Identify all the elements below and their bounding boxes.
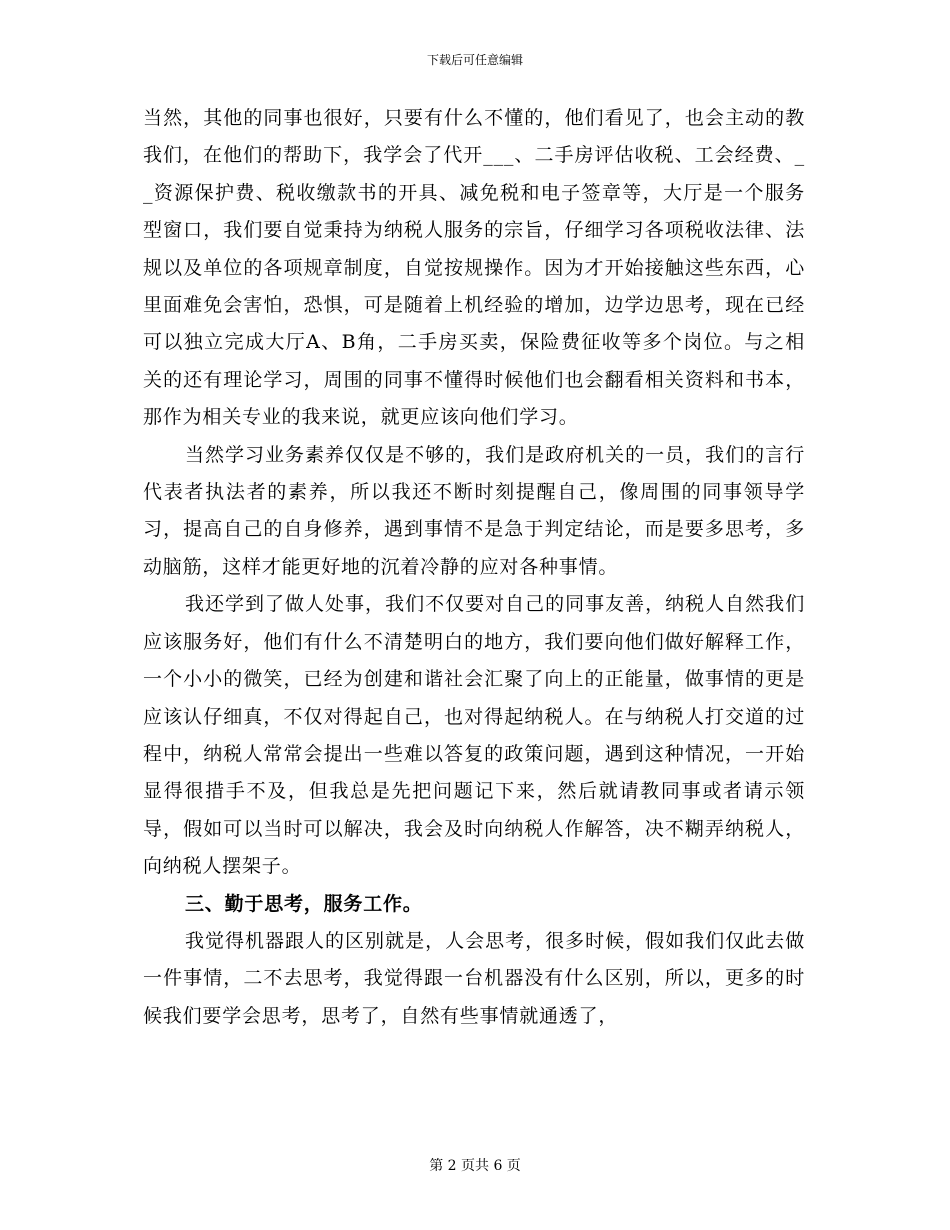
header-note: 下载后可任意编辑	[426, 53, 523, 67]
paragraph-3: 我还学到了做人处事，我们不仅要对自己的同事友善，纳税人自然我们应该服务好，他们有什么不清楚明白的地方，我们要向他们做好解释工作，一个小小的微笑，已经为创建和谐社会汇聚了向上的正能量，做事情的更是应该认仔细真，不仅对得起自己，也对得起纳税人。在与纳税人打交道的过程中，纳税人常常会提出一些难以答复的政策问题，遇到这种情况，一开始显得很措手不及，但我总是先把问题记下来，然后就请教同事或者请示领导，假如可以当时可以解决，我会及时向纳税人作解答，决不糊弄纳税人，向纳税人摆架子。	[143, 593, 805, 878]
paragraph-2: 当然学习业务素养仅仅是不够的，我们是政府机关的一员，我们的言行代表者执法者的素养，所以我还不断时刻提醒自己，像周围的同事领导学习，提高自己的自身修养，遇到事情不是急于判定结论，而是要多思考，多动脑筋，这样才能更好地的沉着冷静的应对各种事情。	[143, 443, 805, 578]
section-heading: 三、勤于思考，服务工作。	[185, 892, 423, 915]
page-number: 第 2 页共 6 页	[429, 1158, 521, 1174]
document-body	[143, 100, 805, 1035]
paragraph-1: 当然，其他的同事也很好，只要有什么不懂的，他们看见了，也会主动的教我们，在他们的帮助下，我学会了代开___、二手房评估收税、工会经费、__资源保护费、税收缴款书的开具、减免税和电子签章等，大厅是一个服务型窗口，我们要自觉秉持为纳税人服务的宗旨，仔细学习各项税收法律、法规以及单位的各项规章制度，自觉按规操作。因为才开始接触这些东西，心里面难免会害怕，恐惧，可是随着上机经验的增加，边学边思考，现在已经可以独立完成大厅A、B角，二手房买卖，保险费征收等多个岗位。与之相关的还有理论学习，周围的同事不懂得时候他们也会翻看相关资料和书本，那作为相关专业的我来说，就更应该向他们学习。	[143, 107, 805, 429]
paragraph-4: 我觉得机器跟人的区别就是，人会思考，很多时候，假如我们仅此去做一件事情，二不去思考，我觉得跟一台机器没有什么区别，所以，更多的时候我们要学会思考，思考了，自然有些事情就通透了，	[143, 929, 805, 1027]
